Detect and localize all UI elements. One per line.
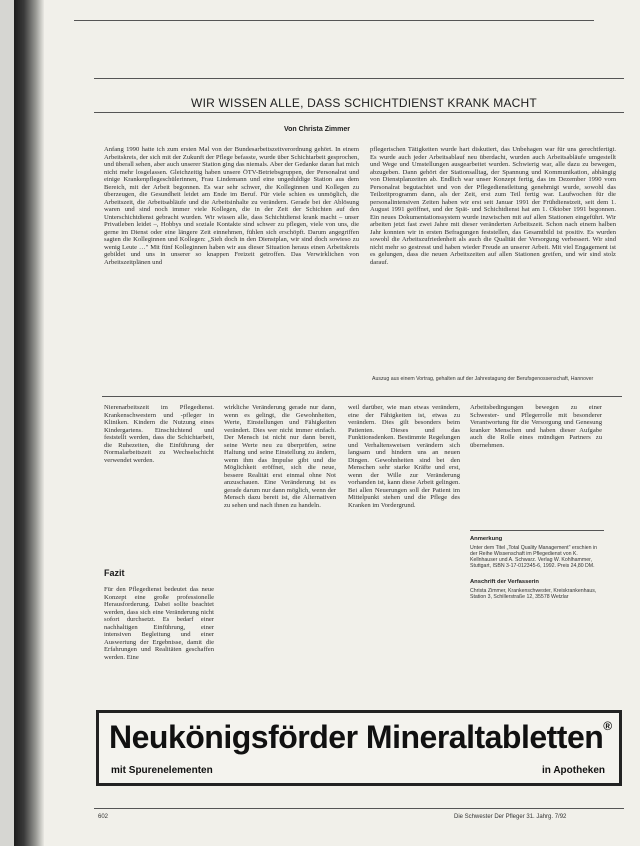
article-text-left: Anfang 1990 hatte ich zum ersten Mal von der Bundesarbeitszeitverordnung gehört. In einem Arbeitskreis, der sich mit der Zukunft der Pflege befasste, wurde über Schichtarbeit gesprochen, und überall sehen, aber auch unserer Station ging das niemals. Aber der Gedanke daran hat mich nicht mehr losgelassen. Gleichzeitig haben unsere ÖTV-Betriebsgruppen, der Personalrat und einige Krankenpflegeschülerinnen, Frau Lindemann und eine ungeduldige Station aus dem Bereich, mit der Arbeit begonnen. Es war sehr schwer, die Kolleginnen und Kollegen zu überzeugen, die Gesundheit leidet am Ende im Beruf. Für viele schien es unmöglich, die Arbeitszeit, die Arbeitsabläufe und die Arbeitsinhalte zu verändern. Gerade bei der Ablösung waren und sind noch immer viele Kollegen, die in der Zeit der Schichten auf den Unterschichtdienst gebracht wurden. Wir wissen alle, dass Schichtdienst krank macht – unser Privatleben leidet –, Hobbys und soziale Kontakte sind schwer zu pflegen, viele von uns, die gerne im Dienst oder eine längere Zeit einnehmen, fühlen sich erschöpft. Darum angegriffen sagten die Kolleginnen und Kollegen: „Sieh doch in den Dienstplan, wir sind doch sowieso zu wenig Leute …" Mit fünf Kolleginnen haben wir aus dieser Situation heraus einen Arbeitskreis gebildet und uns in unserer so knappen Freizeit getroffen. Das Verwirklichen von Arbeitszeitplänen und (104, 146, 359, 266)
header-rule-bottom (94, 112, 624, 113)
fazit-column (104, 586, 214, 698)
fazit-text: Für den Pflegedienst bedeutet das neue Konzept eine große professionelle Herausforderung. Dabei sollte beachtet werden, dass sich eine Veränderung nicht sofort durchsetzt. Es bedarf einer nachhaltigen Einführung, einer intensiven Begleitung und einer Auswertung der Ergebnisse, damit die Erfahrungen und Realitäten geschaffen werden. Eine (104, 586, 214, 661)
ad-product-name: Neukönigsförder Mineraltabletten (109, 719, 604, 755)
article-title: WIR WISSEN ALLE, DASS SCHICHTDIENST KRANK MACHT (191, 96, 537, 110)
article-caption: Auszug aus einem Vortrag, gehalten auf der Jahrestagung der Berufsgenossenschaft, Hannover (372, 376, 594, 382)
section-divider (102, 396, 622, 397)
header-rule-top (94, 78, 624, 79)
fazit-heading: Fazit (104, 568, 125, 578)
article-text-right: pflegerischen Tätigkeiten wurde hart diskutiert, das Unbehagen war für uns gerechtfertigt. Es wurde auch jeder Arbeitsablauf neu überdacht, wurden auch Arbeitsabläufe umgestellt und Wege und Umstellungen ausgearbeitet wurden. Schwierig war, alle dazu zu bewegen, abzugeben. Dann gehört der Stationsalltag, der Spannung und Kommunikation, abhängig von Dienstplanzeiten ab. Endlich war unser Konzept fertig, das im Dezember 1990 vom Personalrat begutachtet und von der Pflegedienstleitung genehmigt wurde, sowohl das Teilzeitprogramm dann, als der Zeit, erst zum Teil fertig war. Laufwochen für die personalintensiven Zeiten haben wir erst seit Januar 1991 der Frühdienstzeit, seit dem 1. August 1991 geöffnet, und der Spät- und Schichtdienst hat am 1. Oktober 1991 begonnen. Ein neues Dokumentationssystem wurde inzwischen mit auf allen Stationen eingeführt. Wir arbeiten jetzt fast zwei Jahre mit dieser veränderten Arbeitszeit. Schon nach einem halben Jahr konnten wir in ersten Befragungen feststellen, das Gesamtbild ist positiv. Es wurden sowohl die Arbeitszufriedenheit als auch die Qualität der Versorgung verbessert. Wir sind nicht mehr so gestresst und haben wieder Freude an unserer Arbeit. Mit viel Engagement ist es gelungen, dass die neuen Arbeitszeiten auf allen Stationen greifen, und wir sind stolz darauf. (370, 146, 616, 266)
ad-subline-right: in Apotheken (542, 765, 605, 776)
author-address-heading: Anschrift der Verfasserin (470, 579, 539, 585)
lower-column-3 (348, 404, 460, 698)
lower-text-3: weil darüber, wie man etwas verändern, eine der Fähigkeiten ist, etwas zu verändern. Dies gilt besonders beim Patienten. Dieses und das Funktionsdenken. Bestimmte Regelungen und Verhaltensweisen verändern sich langsam und hindern uns an neuen Dingen. Gewohnheiten sind bei den Menschen sehr starke Kräfte und erst, wenn der Wille zur Veränderung vorhanden ist, kann diese Arbeit gelingen. Bei allen Neuerungen soll der Patient im Mittelpunkt stehen und die Pflege des Kranken im Vordergrund. (348, 404, 460, 509)
references-text: Unter dem Titel „Total Quality Management" erschien in der Reihe Wissenschaft im Pflegedienst von K. Kellnhauser und A. Schwarz. Verlag W. Kohlhammer, Stuttgart, ISBN 3-17-012345-6, 1992. Preis 24,80 DM. (470, 545, 597, 569)
lower-text-4: Arbeitsbedingungen bewegen zu einer Schwester- und Pflegerrolle mit besonderer Verantwortung für die Versorgung und Genesung kranker Menschen und haben dieser Aufgabe auch die Rolle eines mündigen Partners zu übernehmen. (470, 404, 602, 449)
article-column-right (370, 146, 616, 356)
ad-headline (109, 719, 612, 756)
journal-citation: Die Schwester Der Pfleger 31. Jahrg. 7/92 (454, 814, 567, 820)
sidebar-rule (470, 530, 604, 531)
ad-subline-left: mit Spurenelementen (111, 765, 213, 776)
lower-column-2 (224, 404, 336, 698)
lower-text-1: Nierenarbeitszeit im Pflegedienst. Krankenschwestern und -pfleger in Kliniken. Kindern die Nutzung eines Kindergartens. Einschichtend und feststellt werden, dass die Schichtarbeit, die Ruhezeiten, die Einführung der Normalarbeitszeit zu Wechselschicht verwendet werden. (104, 404, 214, 464)
article-column-left (104, 146, 359, 386)
page-number: 602 (98, 814, 109, 820)
footer-rule (94, 808, 624, 809)
lower-column-4 (470, 404, 602, 522)
sidebar-box (470, 536, 604, 600)
book-spine-shadow (14, 0, 44, 846)
article-author: Von Christa Zimmer (284, 126, 350, 133)
lower-column-1 (104, 404, 214, 564)
advertisement-banner (96, 710, 622, 786)
references-heading: Anmerkung (470, 536, 503, 542)
top-rule (74, 20, 594, 21)
lower-text-2: wirkliche Veränderung gerade nur dann, wenn es gelingt, die Gewohnheiten, Werte, Einstellungen und Fähigkeiten verändert. Dies wer nicht immer einfach. Der Mensch ist nicht nur dann bereit, seine Werte neu zu überprüfen, seine Haltung und seine Einstellung zu ändern, wenn ihm das Impulse gibt und die Möglichkeit eröffnet, sich die neue, bessere Realität erst einmal ohne Not anzuschauen. Eine Veränderung ist es gerade darum nur dann möglich, wenn der Mensch dazu bereit ist, die Alternativen zu sehen und nach ihnen zu handeln. (224, 404, 336, 509)
journal-page (14, 0, 640, 846)
author-address-text: Christa Zimmer, Krankenschwester, Kreiskrankenhaus, Station 3, Schillerstraße 12, 35578 Wetzlar (470, 588, 597, 600)
registered-mark: ® (603, 719, 612, 733)
